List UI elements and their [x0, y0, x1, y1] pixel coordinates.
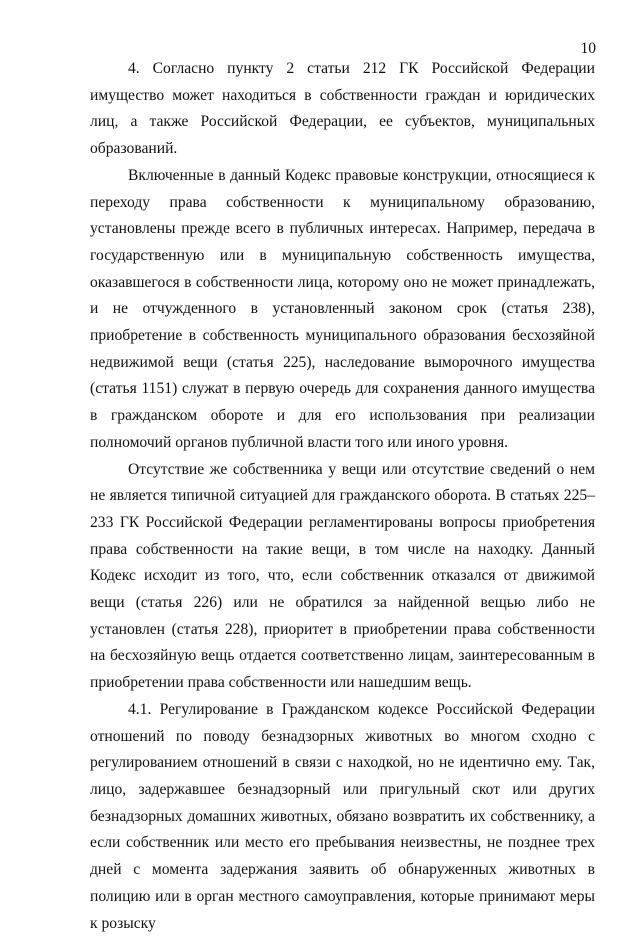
document-body	[90, 56, 595, 937]
paragraph-municipal-transfer: Включенные в данный Кодекс правовые конструкции, относящиеся к переходу права собственности к муниципальному образованию, установлены прежде всего в публичных интересах. Например, передача в государственную или в муниципальную собственность имущества, оказавшегося в собственности лица, которому оно не может принадлежать, и не отчужденного в установленный законом срок (статья 238), приобретение в собственность муниципального образования бесхозяйной недвижимой вещи (статья 225), наследование выморочного имущества (статья 1151) служат в первую очередь для сохранения данного имущества в гражданском обороте и для его использования при реализации полномочий органов публичной власти того или иного уровня.	[90, 166, 595, 451]
paragraph-ownerless-things: Отсутствие же собственника у вещи или отсутствие сведений о нем не является типичной ситуацией для гражданского оборота. В статьях 225–233 ГК Российской Федерации регламентированы вопросы приобретения права собственности на такие вещи, в том числе на находку. Данный Кодекс исходит из того, что, если собственник отказался от движимой вещи (статья 226) или не обратился за найденной вещью либо не установлен (статья 228), приоритет в приобретении права собственности на бесхозяйную вещь отдается соответственно лицам, заинтересованным в приобретении права собственности или нашедшим вещь.	[90, 460, 595, 692]
paragraph-article-212: 4. Согласно пункту 2 статьи 212 ГК Российской Федерации имущество может находиться в собственности граждан и юридических лиц, а также Российской Федерации, ее субъектов, муниципальных образований.	[90, 60, 595, 158]
page-number: 10	[580, 40, 596, 57]
paragraph-stray-animals: 4.1. Регулирование в Гражданском кодексе Российской Федерации отношений по поводу безнадзорных животных во многом сходно с регулированием отношений в связи с находкой, но не идентично ему. Так, лицо, задержавшее безнадзорный или пригульный скот или других безнадзорных домашних животных, обязано возвратить их собственнику, а если собственник или место его пребывания неизвестны, не позднее трех дней с момента задержания заявить об обнаруженных животных в полицию или в орган местного самоуправления, которые принимают меры к розыску	[90, 700, 595, 932]
